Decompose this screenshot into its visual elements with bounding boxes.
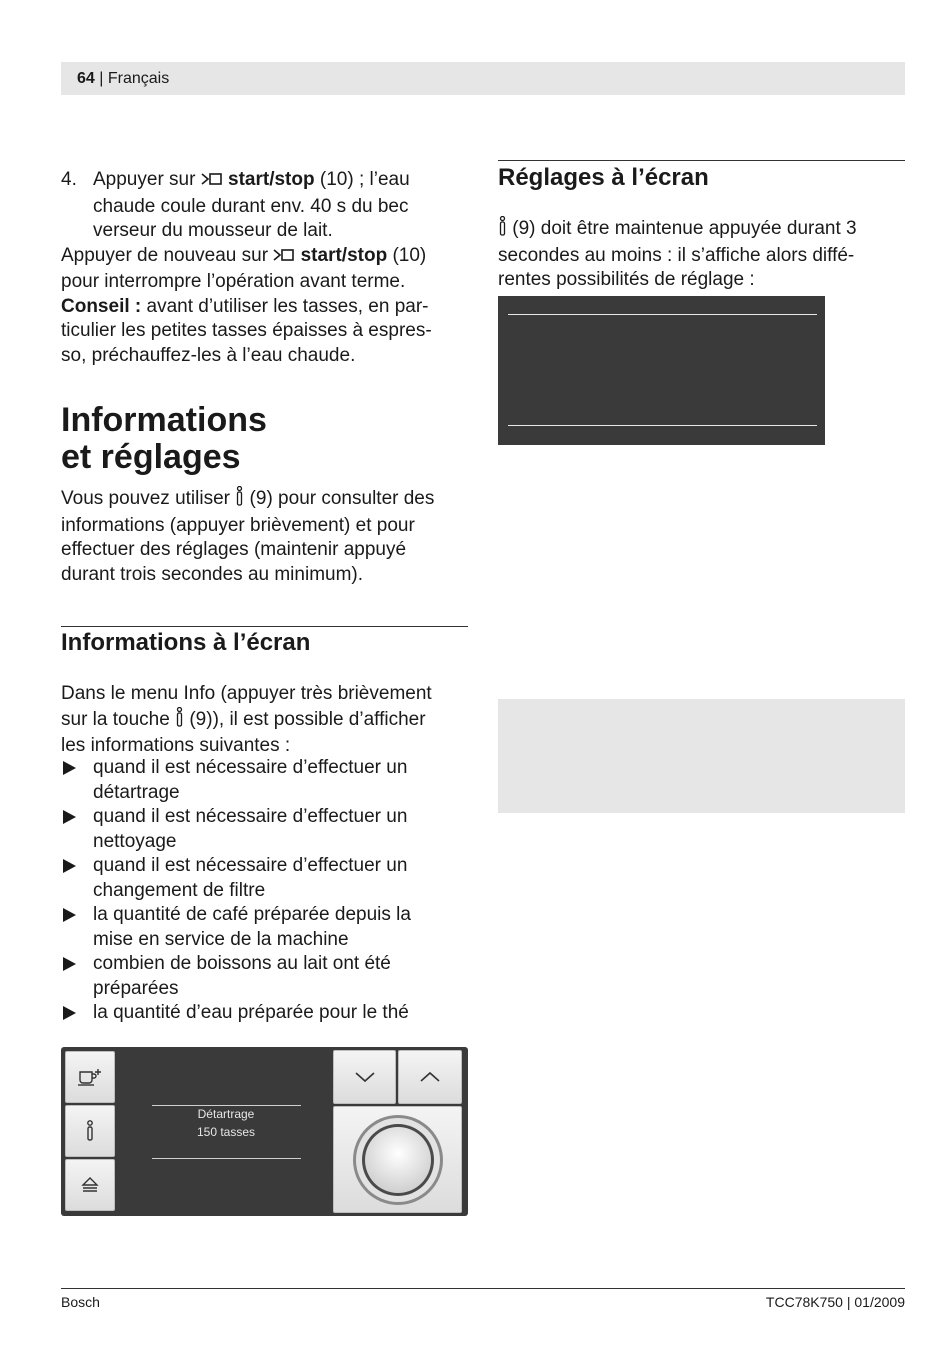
list-item-text: mise en service de la machine — [93, 928, 349, 950]
list-item-text: la quantité de café préparée depuis la — [93, 904, 411, 925]
list-item — [61, 805, 471, 854]
intro-text: (9) pour consulter des — [244, 488, 435, 509]
header-text — [77, 69, 169, 89]
down-button — [333, 1050, 396, 1104]
page-number: 64 — [77, 70, 95, 87]
info-paragraph — [61, 682, 471, 759]
list-item-text: changement de filtre — [93, 879, 266, 901]
settings-line: secondes au moins : il s’affiche alors diffé- — [498, 244, 855, 266]
header-language: Français — [107, 70, 170, 87]
tip-label: Conseil : — [61, 295, 142, 317]
step-number: 4. — [61, 169, 77, 190]
list-item-text: la quantité d’eau préparée pour le thé — [93, 1002, 409, 1023]
step4-text: Appuyer de nouveau sur — [61, 244, 269, 266]
step4-line: verseur du mousseur de lait. — [93, 220, 333, 241]
settings-display-illustration — [498, 296, 825, 445]
info-icon — [175, 707, 184, 735]
step4-line: chaude coule durant env. 40 s du bec — [93, 195, 409, 217]
intro-line: durant trois secondes au minimum). — [61, 563, 364, 585]
list-item-text: nettoyage — [93, 830, 177, 852]
list-item — [61, 952, 471, 1001]
tip-line: ticulier les petites tasses épaisses à espres- — [61, 320, 432, 341]
intro-paragraph — [61, 486, 471, 587]
info-button — [65, 1105, 115, 1157]
triangle-bullet-icon — [63, 957, 76, 971]
triangle-bullet-icon — [63, 761, 76, 775]
list-item-text: quand il est nécessaire d’effectuer un — [93, 757, 408, 778]
start-stop-label: start/stop — [300, 244, 388, 266]
rotary-knob-icon — [350, 1112, 446, 1208]
list-item — [61, 903, 471, 952]
info-text: (9)), il est possible d’afficher — [184, 708, 426, 730]
info-text: sur la touche — [61, 708, 170, 730]
list-item-text: détartrage — [93, 781, 180, 803]
section-title-line: Informations — [61, 401, 267, 439]
triangle-bullet-icon — [63, 1006, 76, 1020]
step4-text: (10) ; l’eau — [314, 169, 410, 190]
list-item — [61, 756, 471, 805]
rotary-knob-housing — [333, 1106, 462, 1213]
display-line: Détartrage — [197, 1107, 255, 1121]
triangle-bullet-icon — [63, 908, 76, 922]
tip-text: avant d’utiliser les tasses, en par- — [141, 295, 429, 317]
list-item — [61, 854, 471, 903]
chevron-up-icon — [419, 1071, 441, 1083]
settings-line: rentes possibilités de réglage : — [498, 269, 755, 290]
list-item-text: quand il est nécessaire d’effectuer un — [93, 806, 408, 827]
section-divider — [61, 626, 468, 627]
info-icon — [235, 486, 244, 514]
cup-plus-button — [65, 1051, 115, 1103]
list-item — [61, 1001, 471, 1026]
footer-brand: Bosch — [61, 1294, 100, 1310]
info-line: Dans le menu Info (appuyer très brièvement — [61, 683, 432, 704]
info-screen-heading: Informations à l’écran — [61, 629, 311, 656]
eject-button — [65, 1159, 115, 1211]
cup-plus-icon — [77, 1067, 103, 1087]
chevron-down-icon — [354, 1071, 376, 1083]
step-4-block — [61, 168, 471, 368]
intro-text: Vous pouvez utiliser — [61, 488, 230, 509]
step4-text: Appuyer sur — [93, 169, 196, 190]
intro-line: informations (appuyer brièvement) et pour — [61, 514, 415, 536]
section-divider — [498, 160, 905, 161]
info-bullet-list — [61, 756, 471, 1026]
start-stop-icon — [273, 246, 295, 271]
section-title-line: et réglages — [61, 438, 241, 476]
display-divider — [152, 1158, 301, 1159]
info-line: les informations suivantes : — [61, 735, 291, 756]
intro-line: effectuer des réglages (maintenir appuyé — [61, 539, 407, 560]
settings-paragraph — [498, 216, 908, 293]
triangle-bullet-icon — [63, 810, 76, 824]
display-divider — [508, 314, 817, 315]
footer-model: TCC78K750 | 01/2009 — [765, 1294, 905, 1310]
tip-line: so, préchauffez-les à l’eau chaude. — [61, 344, 356, 366]
info-icon — [498, 216, 507, 244]
settings-screen-heading: Réglages à l’écran — [498, 164, 709, 191]
step4-text: (10) — [387, 244, 427, 266]
footer-divider — [61, 1288, 905, 1289]
page-header — [61, 62, 905, 95]
panel-display — [151, 1105, 301, 1141]
display-divider — [508, 425, 817, 426]
step4-line: pour interrompre l’opération avant terme. — [61, 271, 406, 292]
info-icon — [85, 1120, 95, 1142]
up-button — [398, 1050, 462, 1104]
settings-text: (9) doit être maintenue appuyée durant 3 — [507, 218, 857, 239]
section-title — [61, 402, 267, 476]
control-panel-illustration — [61, 1047, 468, 1216]
start-stop-label: start/stop — [228, 169, 315, 190]
list-item-text: quand il est nécessaire d’effectuer un — [93, 855, 408, 876]
triangle-bullet-icon — [63, 859, 76, 873]
header-separator: | — [94, 70, 108, 87]
grey-panel — [498, 699, 905, 813]
list-item-text: combien de boissons au lait ont été — [93, 953, 391, 974]
list-item-text: préparées — [93, 977, 179, 999]
eject-icon — [80, 1176, 100, 1194]
start-stop-icon — [201, 170, 223, 195]
display-line: 150 tasses — [196, 1125, 256, 1139]
